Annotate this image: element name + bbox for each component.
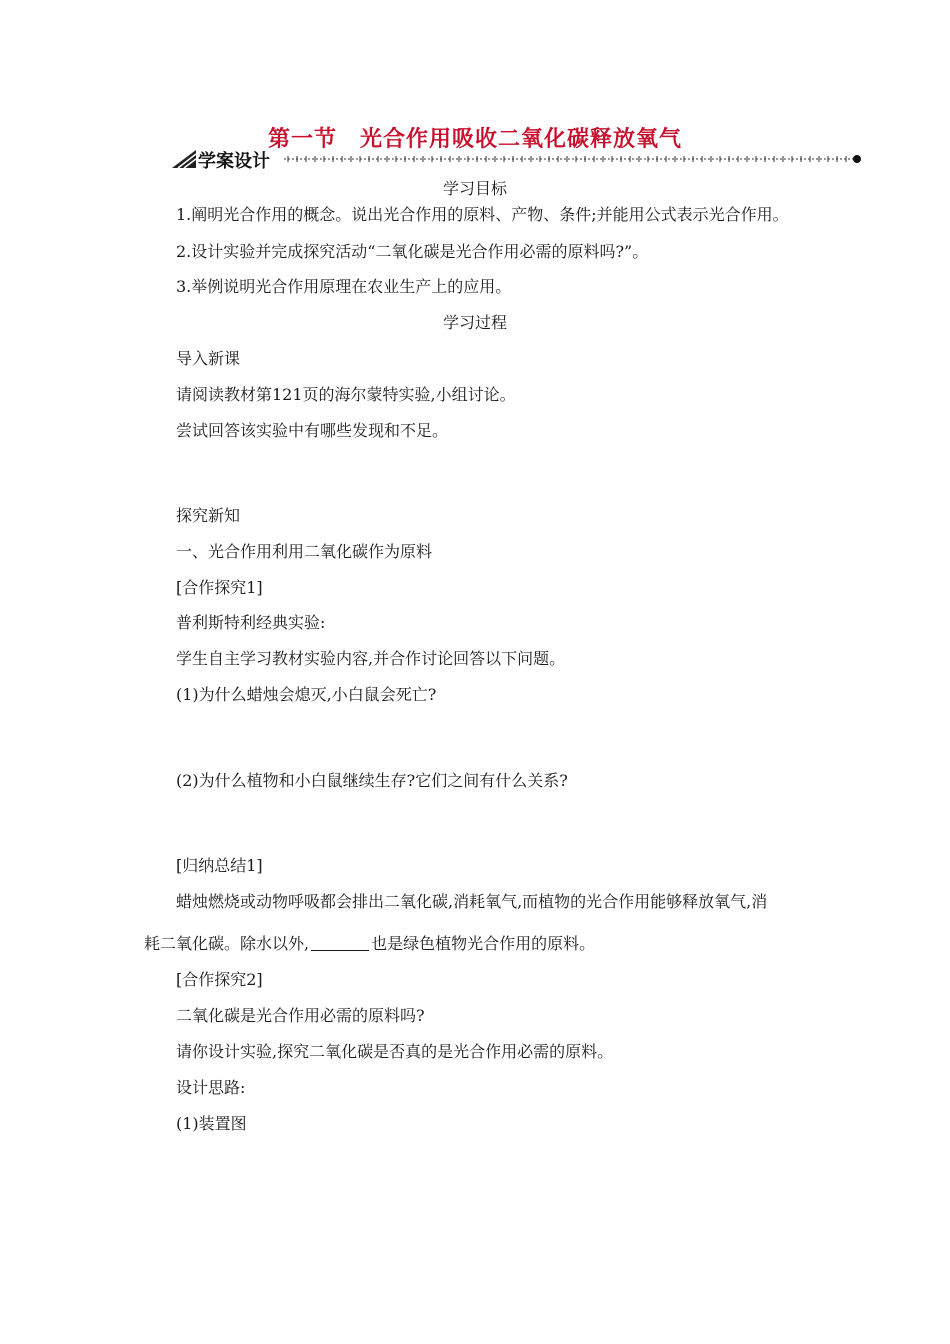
summary1-line-fill	[144, 931, 595, 954]
objective-item: 3.举例说明光合作用原理在农业生产上的应用。	[176, 277, 512, 296]
coop2-line: 设计思路:	[176, 1078, 246, 1097]
process-heading: 学习过程	[442, 313, 507, 332]
summary-label-1: [归纳总结1]	[176, 856, 263, 875]
objective-item: 2.设计实验并完成探究活动“二氧化碳是光合作用必需的原料吗?”。	[176, 242, 649, 261]
coop-label-2: [合作探究2]	[176, 970, 263, 989]
coop2-line: (1)装置图	[176, 1114, 247, 1133]
rule-end-dot	[853, 155, 861, 163]
question-1: (1)为什么蜡烛会熄灭,小白鼠会死亡?	[176, 685, 437, 704]
coop-label-1: [合作探究1]	[176, 578, 263, 597]
banner-triangle-icon	[172, 150, 196, 168]
explore-title: 探究新知	[176, 506, 241, 525]
fill-in-blank[interactable]	[311, 934, 369, 951]
coop1-line: 学生自主学习教材实验内容,并合作讨论回答以下问题。	[176, 649, 566, 668]
section1-title: 一、光合作用利用二氧化碳作为原料	[176, 542, 433, 561]
objective-item: 1.阐明光合作用的概念。说出光合作用的原料、产物、条件;并能用公式表示光合作用。	[176, 205, 789, 224]
coop2-line: 请你设计实验,探究二氧化碳是否真的是光合作用必需的原料。	[176, 1042, 614, 1061]
banner-dotted-rule	[284, 146, 862, 172]
summary1-text-before-blank: 耗二氧化碳。除水以外,	[144, 934, 310, 953]
section-banner	[172, 146, 862, 172]
intro-line: 尝试回答该实验中有哪些发现和不足。	[176, 421, 449, 440]
coop2-line: 二氧化碳是光合作用必需的原料吗?	[176, 1006, 425, 1025]
question-2: (2)为什么植物和小白鼠继续生存?它们之间有什么关系?	[176, 771, 568, 790]
summary1-line: 蜡烛燃烧或动物呼吸都会排出二氧化碳,消耗氧气,而植物的光合作用能够释放氧气,消	[176, 892, 768, 911]
objectives-heading: 学习目标	[442, 179, 507, 198]
intro-title: 导入新课	[176, 349, 241, 368]
banner-label: 学案设计	[198, 151, 270, 172]
summary1-text-after-blank: 也是绿色植物光合作用的原料。	[371, 934, 596, 953]
coop1-line: 普利斯特利经典实验:	[176, 613, 326, 632]
page-title: 第一节 光合作用吸收二氧化碳释放氧气	[267, 127, 682, 152]
intro-line: 请阅读教材第121页的海尔蒙特实验,小组讨论。	[176, 385, 516, 404]
